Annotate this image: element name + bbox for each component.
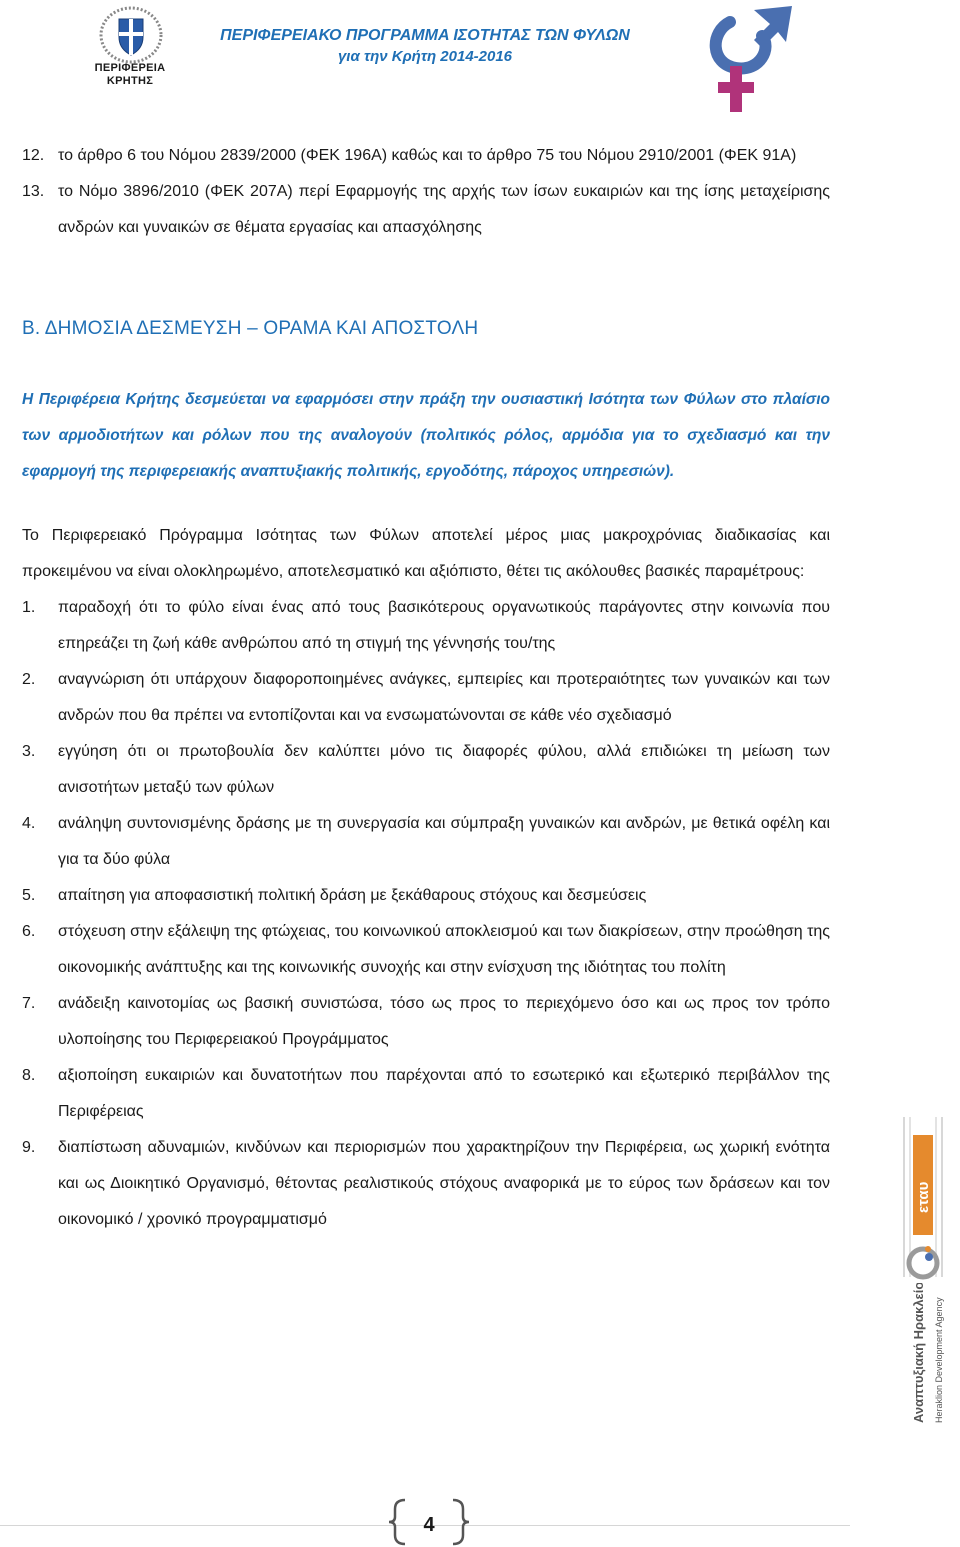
list-item (22, 662, 830, 734)
agency-brand-text: εταυ (915, 1181, 932, 1213)
list-item-text: απαίτηση για αποφασιστική πολιτική δράση με ξεκάθαρους στόχους και δεσμεύσεις (58, 887, 647, 904)
list-item-text: παραδοχή ότι το φύλο είναι ένας από τους βασικότερους οργανωτικούς παράγοντες στην κοινωνία που επηρεάζει τη ζωή κάθε ανθρώπου από τη στιγμή της γέννησής του/της (58, 599, 830, 652)
list-item-text: το Νόμο 3896/2010 (ΦΕΚ 207Α) περί Εφαρμογής της αρχής των ίσων ευκαιριών και της ίσης μεταχείρισης ανδρών και γυναικών σε θέματα εργασίας και απασχόλησης (58, 183, 830, 236)
commitment-statement: Η Περιφέρεια Κρήτης δεσμεύεται να εφαρμόσει στην πράξη την ουσιαστική Ισότητα των Φύλων στο πλαίσιο των αρμοδιοτήτων και ρόλων που της αναλογούν (πολιτικός ρόλος, αρμόδια για το σχεδιασμό και την εφαρμογή της περιφερειακής αναπτυξιακής πολιτικής, εργοδότης, πάροχος υπηρεσιών). (22, 391, 830, 480)
list-item (22, 986, 830, 1058)
list-item (22, 734, 830, 806)
list-item-number: 7. (22, 995, 36, 1012)
program-title: ΠΕΡΙΦΕΡΕΙΑΚΟ ΠΡΟΓΡΑΜΜΑ ΙΣΟΤΗΤΑΣ ΤΩΝ ΦΥΛΩΝ (220, 27, 630, 44)
list-item (22, 138, 830, 174)
law-list (22, 138, 830, 246)
list-item-number: 13. (22, 183, 45, 200)
parameters-list (22, 590, 830, 1238)
list-item-number: 4. (22, 815, 36, 832)
region-name-line2: ΚΡΗΤΗΣ (106, 75, 154, 87)
gender-symbol-icon (700, 2, 800, 114)
agency-name-english (930, 1283, 950, 1423)
greek-emblem-icon (95, 5, 167, 65)
list-item-text: εγγύηση ότι οι πρωτοβουλία δεν καλύπτει μόνο τις διαφορές φύλου, αλλά επιδιώκει τη μείωση των ανισοτήτων μεταξύ των φύλων (58, 743, 830, 796)
list-item-text: αναγνώριση ότι υπάρχουν διαφοροποιημένες ανάγκες, εμπειρίες και προτεραιότητες των γυναικών και των ανδρών που θα πρέπει να εντοπίζονται και να ενσωματώνονται σε κάθε νέο σχεδιασμό (58, 671, 830, 724)
list-item-number: 2. (22, 671, 36, 688)
list-item (22, 590, 830, 662)
page-number: 4 (423, 1514, 435, 1536)
list-item-number: 5. (22, 887, 36, 904)
list-item (22, 914, 830, 986)
list-item-number: 9. (22, 1139, 36, 1156)
list-item-number: 12. (22, 147, 45, 164)
intro-paragraph: Το Περιφερειακό Πρόγραμμα Ισότητας των Φύλων αποτελεί μέρος μιας μακροχρόνιας διαδικασίας και προκειμένου να είναι ολοκληρωμένο, αποτελεσματικό και αξιόπιστο, θέτει τις ακόλουθες βασικές παραμέτρους: (22, 527, 830, 580)
agency-name-line2: Heraklion Development Agency (934, 1297, 944, 1423)
list-item (22, 878, 830, 914)
document-body (22, 138, 830, 1238)
agency-brand (913, 1155, 933, 1215)
list-item-text: στόχευση στην εξάλειψη της φτώχειας, του κοινωνικού αποκλεισμού και των διακρίσεων, στην προώθηση της οικονομικής ανάπτυξης και της κοινωνικής συνοχής και στην ενίσχυση της ιδιότητας του πολίτη (58, 923, 830, 976)
region-name (80, 62, 180, 88)
list-item (22, 174, 830, 246)
list-item (22, 1130, 830, 1238)
agency-name-line1: Αναπτυξιακή Ηρακλείου (911, 1283, 926, 1423)
page-header (0, 0, 960, 115)
region-name-line1: ΠΕΡΙΦΕΡΕΙΑ (94, 62, 166, 74)
list-item-text: το άρθρο 6 του Νόμου 2839/2000 (ΦΕΚ 196Α) καθώς και το άρθρο 75 του Νόμου 2910/2001 (ΦΕΚ 91Α) (58, 147, 797, 164)
list-item-number: 3. (22, 743, 36, 760)
list-item-text: ανάληψη συντονισμένης δράσης με τη συνεργασία και σύμπραξη γυναικών και ανδρών, με θετικά οφέλη και για τα δύο φύλα (58, 815, 830, 868)
right-brace-icon (447, 1497, 473, 1547)
list-item (22, 806, 830, 878)
agency-name-greek (908, 1283, 928, 1423)
list-item-text: αξιοποίηση ευκαιριών και δυνατοτήτων που παρέχονται από το εσωτερικό και εξωτερικό περιβάλλον της Περιφέρειας (58, 1067, 830, 1120)
left-brace-icon (385, 1497, 411, 1547)
list-item-number: 1. (22, 599, 36, 616)
list-item (22, 1058, 830, 1130)
list-item-text: διαπίστωση αδυναμιών, κινδύνων και περιορισμών που χαρακτηρίζουν την Περιφέρεια, ως χωρική ενότητα και ως Διοικητικό Οργανισμό, θέτοντας ρεαλιστικούς στόχους αναφορικά με το εύρος των δράσεων και τον οικονομικό / χρονικό προγραμματισμό (58, 1139, 830, 1228)
list-item-number: 6. (22, 923, 36, 940)
list-item-text: ανάδειξη καινοτομίας ως βασική συνιστώσα, τόσο ως προς το περιεχόμενο όσο και ως προς τον τρόπο υλοποίησης του Περιφερειακού Προγράμματος (58, 995, 830, 1048)
section-heading: Β. ΔΗΜΟΣΙΑ ΔΕΣΜΕΥΣΗ – ΟΡΑΜΑ ΚΑΙ ΑΠΟΣΤΟΛΗ (22, 318, 479, 339)
list-item-number: 8. (22, 1067, 36, 1084)
program-subtitle: για την Κρήτη 2014-2016 (337, 48, 513, 65)
